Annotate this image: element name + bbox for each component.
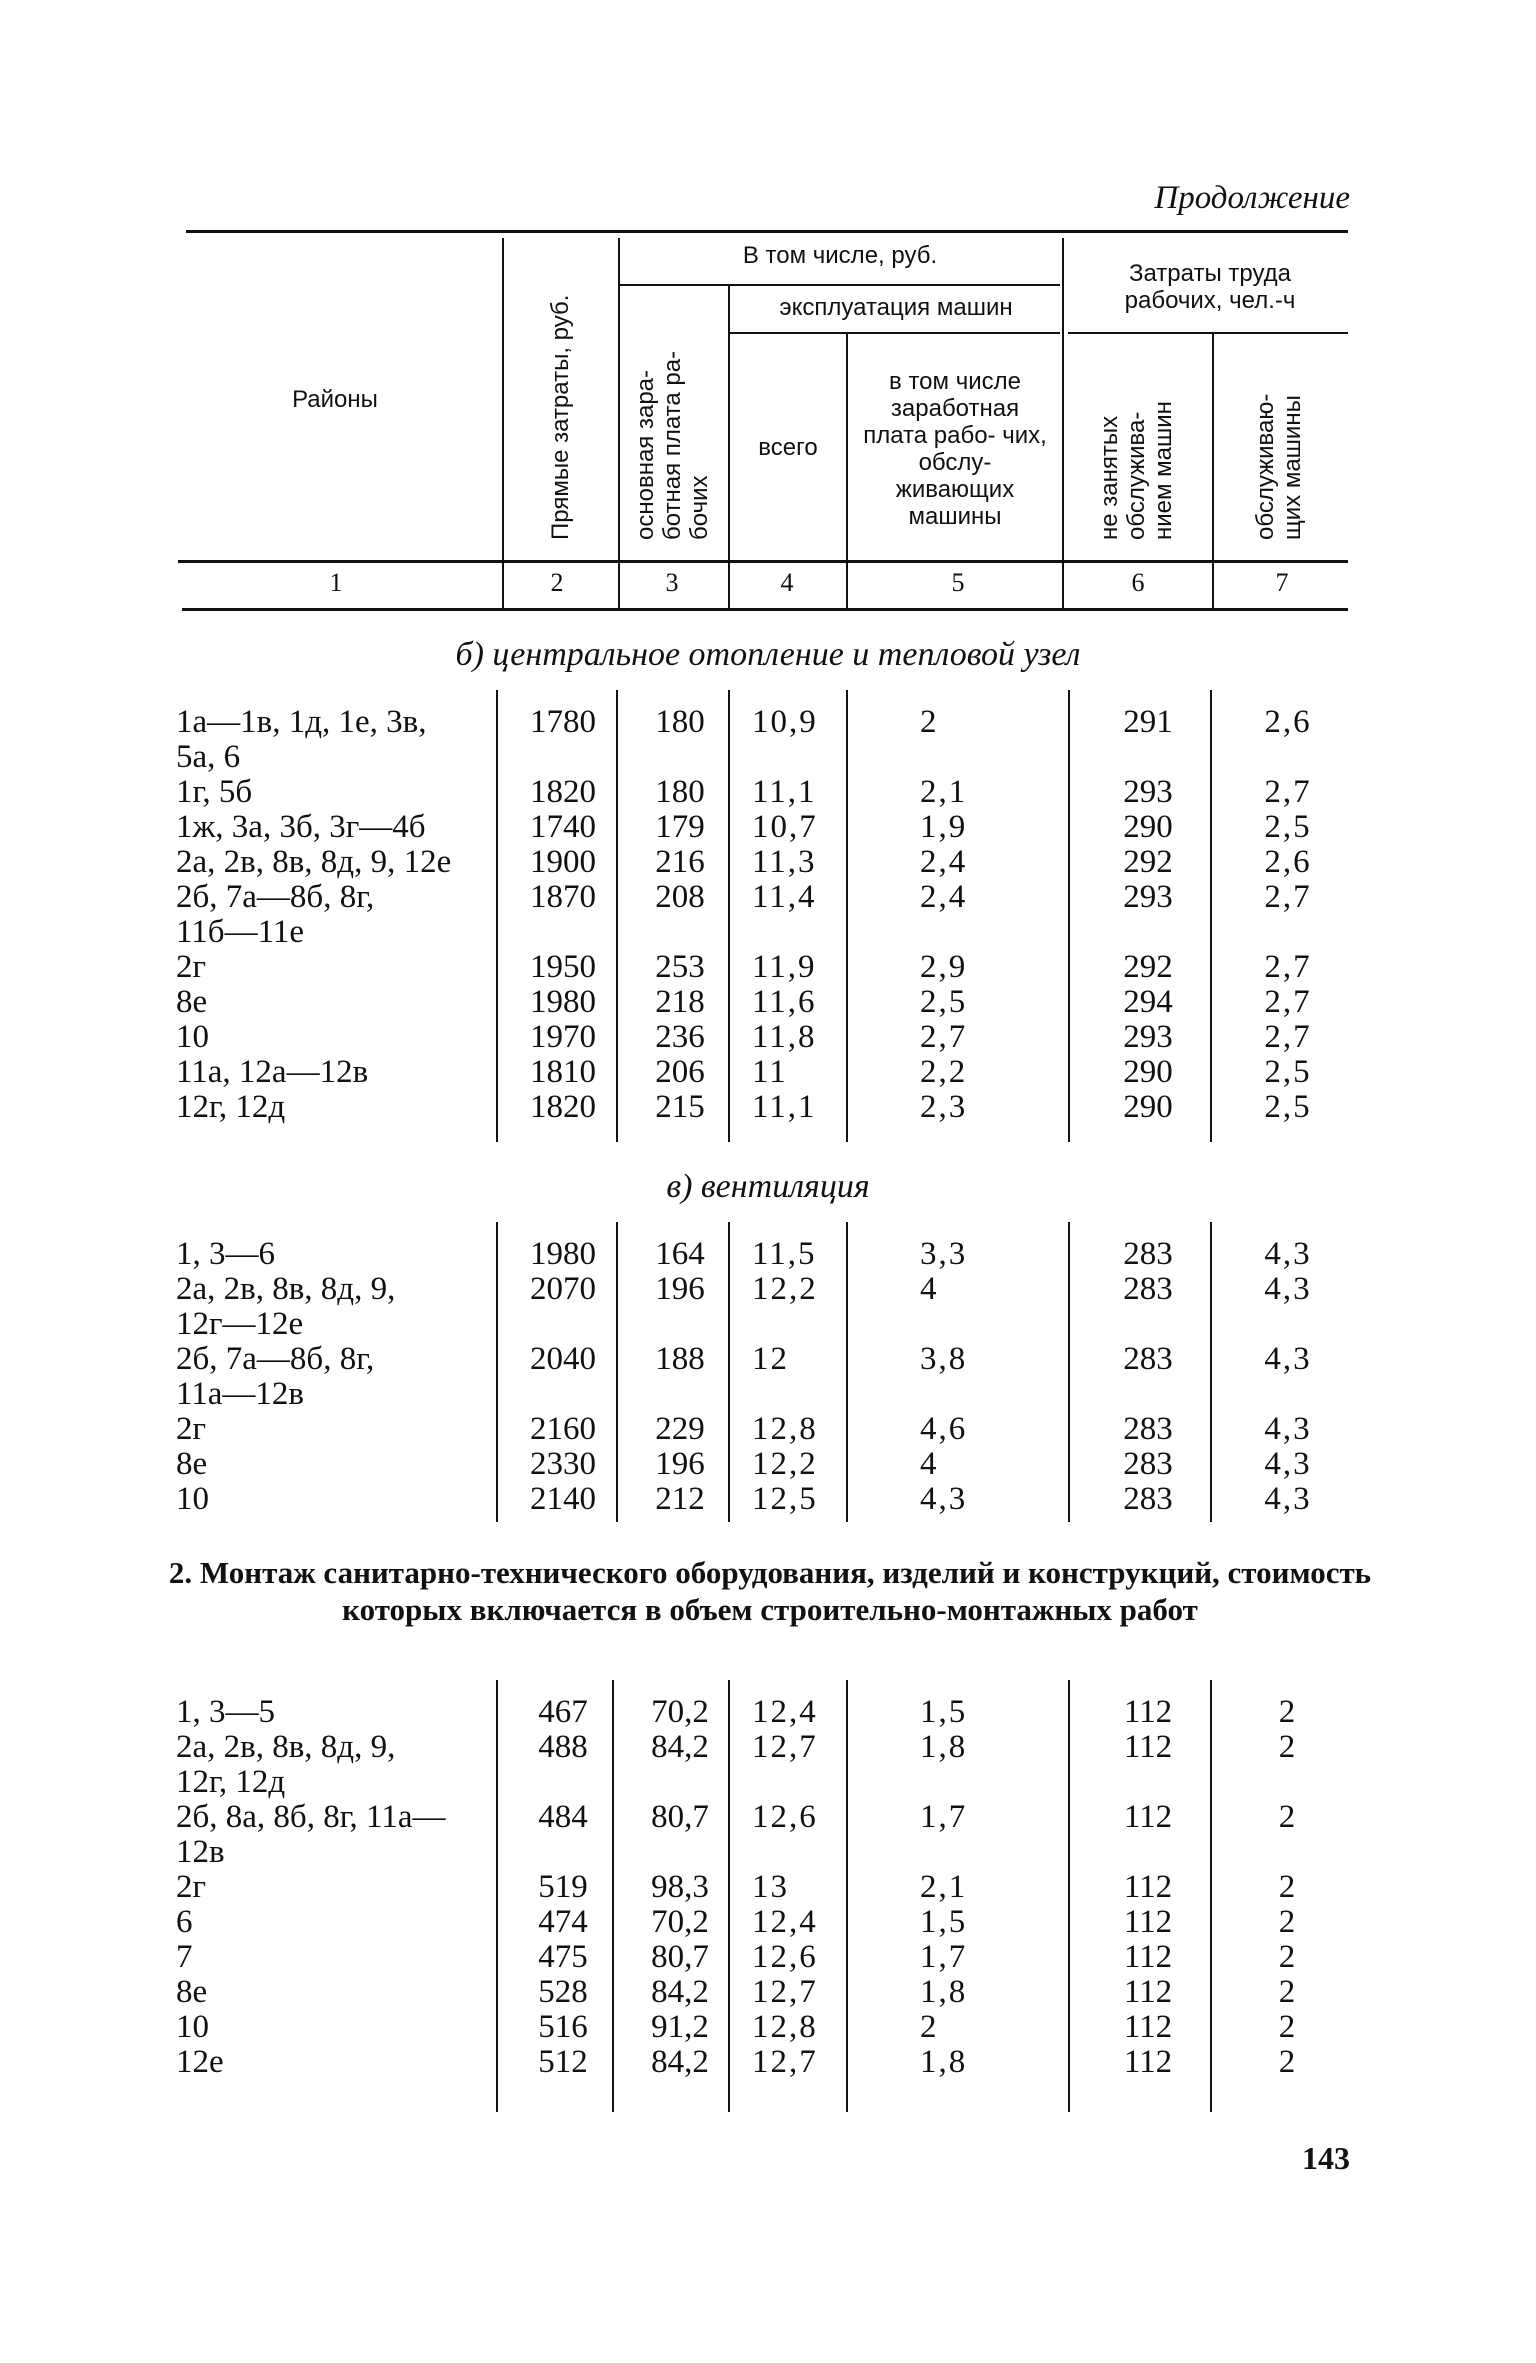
labor-not-busy-cell: 293	[1123, 879, 1173, 915]
machines-wages-cell: 4,6	[920, 1411, 968, 1447]
direct-cost-cell: 484	[538, 1799, 588, 1835]
direct-cost-cell: 1980	[530, 984, 596, 1020]
labor-serving-cell: 2,7	[1264, 774, 1312, 810]
labor-not-busy-cell: 294	[1123, 984, 1173, 1020]
group-header-machines: эксплуатация машин	[779, 294, 1013, 321]
wages-cell: 253	[655, 949, 705, 985]
header-divider	[1062, 238, 1064, 608]
direct-cost-cell: 1900	[530, 844, 596, 880]
machines-total-cell: 12,8	[752, 2009, 818, 2045]
group-labor-rule	[1068, 332, 1348, 334]
wages-cell: 84,2	[651, 1974, 709, 2010]
col-number: 6	[1131, 568, 1145, 597]
labor-not-busy-cell: 283	[1123, 1271, 1173, 1307]
wages-cell: 206	[655, 1054, 705, 1090]
direct-cost-cell: 2160	[530, 1411, 596, 1447]
machines-wages-cell: 2,1	[920, 1869, 968, 1905]
wages-cell: 91,2	[651, 2009, 709, 2045]
group-machines-rule	[730, 332, 1060, 334]
direct-cost-cell: 2330	[530, 1446, 596, 1482]
header-divider	[502, 238, 504, 608]
region-cell: 1ж, 3а, 3б, 3г—4б	[176, 809, 426, 845]
col-header-not-busy-3: нием машин	[1150, 401, 1177, 540]
wages-cell: 70,2	[651, 1694, 709, 1730]
labor-not-busy-cell: 293	[1123, 774, 1173, 810]
region-cell: 6	[176, 1904, 193, 1940]
col-header-not-busy-2: обслужива-	[1123, 411, 1150, 540]
region-cell: 1, 3—5	[176, 1694, 275, 1730]
table-2-divider	[1210, 1680, 1212, 2112]
header-bottom-rule	[178, 560, 1348, 563]
machines-total-cell: 12,4	[752, 1694, 818, 1730]
region-cell: 10	[176, 1481, 209, 1517]
wages-cell: 180	[655, 774, 705, 810]
wages-cell: 196	[655, 1271, 705, 1307]
col-header-incl-wages: в том числе заработная плата рабо- чих, обслу- живающих машины	[863, 368, 1047, 530]
table-b-divider	[1068, 690, 1070, 1142]
group-header-labor: Затраты труда рабочих, чел.-ч	[1124, 260, 1296, 314]
direct-cost-cell: 1870	[530, 879, 596, 915]
col-number: 7	[1275, 568, 1289, 597]
machines-wages-cell: 4	[920, 1271, 939, 1307]
machines-total-cell: 12,2	[752, 1271, 818, 1307]
direct-cost-cell: 1970	[530, 1019, 596, 1055]
machines-total-cell: 11,1	[752, 774, 817, 810]
labor-not-busy-cell: 290	[1123, 1089, 1173, 1125]
direct-cost-cell: 467	[538, 1694, 588, 1730]
header-top-rule	[186, 230, 1348, 233]
labor-serving-cell: 2,5	[1264, 1089, 1312, 1125]
header-divider	[846, 334, 848, 608]
region-cell: 2б, 8а, 8б, 8г, 11а—	[176, 1799, 446, 1835]
col-header-wages-1: основная зара-	[632, 369, 659, 540]
machines-total-cell: 12,8	[752, 1411, 818, 1447]
labor-serving-cell: 4,3	[1264, 1271, 1312, 1307]
direct-cost-cell: 1780	[530, 704, 596, 740]
labor-not-busy-cell: 283	[1123, 1341, 1173, 1377]
region-cell: 1г, 5б	[176, 774, 253, 810]
region-cell: 8е	[176, 1974, 208, 2010]
table-b-divider	[1210, 690, 1212, 1142]
machines-total-cell: 12,6	[752, 1939, 818, 1975]
wages-cell: 208	[655, 879, 705, 915]
machines-wages-cell: 3,3	[920, 1236, 968, 1272]
header-divider	[618, 238, 620, 608]
direct-cost-cell: 1810	[530, 1054, 596, 1090]
labor-not-busy-cell: 283	[1123, 1481, 1173, 1517]
machines-wages-cell: 2,1	[920, 774, 968, 810]
machines-wages-cell: 4	[920, 1446, 939, 1482]
machines-wages-cell: 2	[920, 704, 939, 740]
region-cell: 12е	[176, 2044, 224, 2080]
machines-total-cell: 11,5	[752, 1236, 817, 1272]
table-v-divider	[1210, 1222, 1212, 1522]
machines-wages-cell: 2,7	[920, 1019, 968, 1055]
machines-wages-cell: 2,4	[920, 844, 968, 880]
region-cell-continued: 11а—12в	[176, 1376, 305, 1412]
machines-wages-cell: 1,8	[920, 1974, 968, 2010]
direct-cost-cell: 512	[538, 2044, 588, 2080]
machines-wages-cell: 2	[920, 2009, 939, 2045]
labor-serving-cell: 2	[1278, 1694, 1298, 1730]
wages-cell: 179	[655, 809, 705, 845]
direct-cost-cell: 516	[538, 2009, 588, 2045]
region-cell: 2а, 2в, 8в, 8д, 9,	[176, 1271, 396, 1307]
machines-total-cell: 13	[752, 1869, 789, 1905]
labor-not-busy-cell: 290	[1123, 1054, 1173, 1090]
direct-cost-cell: 474	[538, 1904, 588, 1940]
direct-cost-cell: 2140	[530, 1481, 596, 1517]
machines-wages-cell: 1,7	[920, 1939, 968, 1975]
machines-total-cell: 11,3	[752, 844, 817, 880]
direct-cost-cell: 1820	[530, 774, 596, 810]
region-cell: 2г	[176, 949, 207, 985]
labor-not-busy-cell: 112	[1123, 1904, 1173, 1940]
machines-wages-cell: 2,5	[920, 984, 968, 1020]
region-cell-continued: 12г—12е	[176, 1306, 304, 1342]
labor-serving-cell: 4,3	[1264, 1411, 1312, 1447]
labor-not-busy-cell: 283	[1123, 1411, 1173, 1447]
labor-serving-cell: 2,5	[1264, 809, 1312, 845]
machines-total-cell: 10,7	[752, 809, 818, 845]
region-cell: 1, 3—6	[176, 1236, 275, 1272]
machines-total-cell: 11,9	[752, 949, 817, 985]
labor-not-busy-cell: 112	[1123, 2044, 1173, 2080]
region-cell: 2а, 2в, 8в, 8д, 9,	[176, 1729, 396, 1765]
direct-cost-cell: 475	[538, 1939, 588, 1975]
wages-cell: 188	[655, 1341, 705, 1377]
table-2-divider	[496, 1680, 498, 2112]
table-b-divider	[496, 690, 498, 1142]
table-v-divider	[616, 1222, 618, 1522]
section-title-b: б) центральное отопление и тепловой узел	[455, 636, 1081, 673]
labor-not-busy-cell: 291	[1123, 704, 1173, 740]
labor-serving-cell: 2	[1278, 1799, 1298, 1835]
header-divider	[1212, 334, 1214, 608]
machines-wages-cell: 3,8	[920, 1341, 968, 1377]
machines-total-cell: 12,5	[752, 1481, 818, 1517]
labor-not-busy-cell: 283	[1123, 1236, 1173, 1272]
labor-not-busy-cell: 293	[1123, 1019, 1173, 1055]
machines-wages-cell: 1,9	[920, 809, 968, 845]
labor-not-busy-cell: 112	[1123, 1729, 1173, 1765]
region-cell: 12г, 12д	[176, 1089, 286, 1125]
labor-not-busy-cell: 112	[1123, 1694, 1173, 1730]
table-v-divider	[1068, 1222, 1070, 1522]
region-cell: 2б, 7а—8б, 8г,	[176, 1341, 375, 1377]
machines-wages-cell: 2,2	[920, 1054, 968, 1090]
col-header-serving-1: обслуживаю-	[1252, 393, 1279, 540]
labor-serving-cell: 2	[1278, 2009, 1298, 2045]
direct-cost-cell: 488	[538, 1729, 588, 1765]
table-2-divider	[728, 1680, 730, 2112]
wages-cell: 80,7	[651, 1939, 709, 1975]
machines-total-cell: 12,4	[752, 1904, 818, 1940]
group-header-incl: В том числе, руб.	[742, 242, 938, 269]
wages-cell: 196	[655, 1446, 705, 1482]
col-header-serving-2: щих машины	[1279, 395, 1306, 540]
labor-not-busy-cell: 112	[1123, 1939, 1173, 1975]
page-number: 143	[1302, 2140, 1350, 2176]
col-number: 1	[329, 568, 343, 597]
labor-serving-cell: 2	[1278, 1974, 1298, 2010]
machines-total-cell: 12,2	[752, 1446, 818, 1482]
section-title-v: в) вентиляция	[666, 1168, 870, 1205]
direct-cost-cell: 2070	[530, 1271, 596, 1307]
direct-cost-cell: 519	[538, 1869, 588, 1905]
labor-not-busy-cell: 112	[1123, 2009, 1173, 2045]
wages-cell: 80,7	[651, 1799, 709, 1835]
col-header-region: Районы	[292, 386, 378, 413]
labor-serving-cell: 2	[1278, 1904, 1298, 1940]
labor-serving-cell: 2,6	[1264, 844, 1312, 880]
wages-cell: 236	[655, 1019, 705, 1055]
colnum-bottom-rule	[182, 608, 1348, 611]
machines-wages-cell: 1,7	[920, 1799, 968, 1835]
labor-serving-cell: 2	[1278, 1939, 1298, 1975]
machines-wages-cell: 2,9	[920, 949, 968, 985]
labor-serving-cell: 2,6	[1264, 704, 1312, 740]
labor-serving-cell: 2,7	[1264, 1019, 1312, 1055]
machines-wages-cell: 1,8	[920, 2044, 968, 2080]
labor-not-busy-cell: 292	[1123, 844, 1173, 880]
table-v-divider	[496, 1222, 498, 1522]
col-header-direct: Прямые затраты, руб.	[547, 294, 574, 540]
col-number: 4	[780, 568, 794, 597]
direct-cost-cell: 1980	[530, 1236, 596, 1272]
machines-total-cell: 11,8	[752, 1019, 817, 1055]
labor-not-busy-cell: 112	[1123, 1799, 1173, 1835]
labor-serving-cell: 4,3	[1264, 1341, 1312, 1377]
region-cell-continued: 5а, 6	[176, 739, 241, 775]
machines-wages-cell: 2,3	[920, 1089, 968, 1125]
wages-cell: 216	[655, 844, 705, 880]
labor-serving-cell: 4,3	[1264, 1236, 1312, 1272]
region-cell-continued: 12г, 12д	[176, 1764, 286, 1800]
wages-cell: 215	[655, 1089, 705, 1125]
col-header-not-busy-1: не занятых	[1096, 415, 1123, 540]
labor-serving-cell: 4,3	[1264, 1446, 1312, 1482]
group-incl-rule	[620, 284, 1060, 286]
region-cell-continued: 12в	[176, 1834, 225, 1870]
section-title-2: 2. Монтаж санитарно-технического оборудования, изделий и конструкций, стоимость которых включается в объем строительно-монтажных работ	[168, 1555, 1372, 1627]
machines-total-cell: 12,7	[752, 1729, 818, 1765]
region-cell: 10	[176, 1019, 209, 1055]
labor-serving-cell: 2,7	[1264, 949, 1312, 985]
machines-wages-cell: 4,3	[920, 1481, 968, 1517]
wages-cell: 84,2	[651, 1729, 709, 1765]
wages-cell: 164	[655, 1236, 705, 1272]
labor-not-busy-cell: 112	[1123, 1974, 1173, 2010]
col-number: 5	[951, 568, 965, 597]
wages-cell: 212	[655, 1481, 705, 1517]
labor-serving-cell: 2	[1278, 2044, 1298, 2080]
col-header-total: всего	[758, 434, 818, 461]
labor-not-busy-cell: 283	[1123, 1446, 1173, 1482]
machines-total-cell: 12,6	[752, 1799, 818, 1835]
direct-cost-cell: 1950	[530, 949, 596, 985]
header-divider	[728, 286, 730, 608]
machines-total-cell: 12	[752, 1341, 789, 1377]
wages-cell: 84,2	[651, 2044, 709, 2080]
col-header-wages-3: бочих	[686, 475, 713, 540]
direct-cost-cell: 1820	[530, 1089, 596, 1125]
machines-total-cell: 11,6	[752, 984, 817, 1020]
machines-total-cell: 11	[752, 1054, 788, 1090]
region-cell: 8е	[176, 984, 208, 1020]
col-number: 3	[665, 568, 679, 597]
labor-serving-cell: 2	[1278, 1729, 1298, 1765]
machines-total-cell: 11,4	[752, 879, 817, 915]
wages-cell: 229	[655, 1411, 705, 1447]
region-cell: 10	[176, 2009, 209, 2045]
labor-not-busy-cell: 290	[1123, 809, 1173, 845]
col-number: 2	[550, 568, 564, 597]
table-b-divider	[616, 690, 618, 1142]
direct-cost-cell: 528	[538, 1974, 588, 2010]
labor-serving-cell: 2,7	[1264, 879, 1312, 915]
labor-serving-cell: 2	[1278, 1869, 1298, 1905]
region-cell: 1а—1в, 1д, 1е, 3в,	[176, 704, 427, 740]
region-cell-continued: 11б—11е	[176, 914, 304, 950]
table-2-divider	[612, 1680, 614, 2112]
machines-total-cell: 11,1	[752, 1089, 817, 1125]
wages-cell: 70,2	[651, 1904, 709, 1940]
region-cell: 2а, 2в, 8в, 8д, 9, 12е	[176, 844, 452, 880]
region-cell: 7	[176, 1939, 193, 1975]
region-cell: 2г	[176, 1869, 207, 1905]
table-v-divider	[728, 1222, 730, 1522]
labor-serving-cell: 2,5	[1264, 1054, 1312, 1090]
labor-not-busy-cell: 112	[1123, 1869, 1173, 1905]
direct-cost-cell: 1740	[530, 809, 596, 845]
region-cell: 2г	[176, 1411, 207, 1447]
continuation-label: Продолжение	[1154, 180, 1350, 216]
machines-total-cell: 12,7	[752, 1974, 818, 2010]
region-cell: 8е	[176, 1446, 208, 1482]
machines-wages-cell: 1,8	[920, 1729, 968, 1765]
labor-serving-cell: 2,7	[1264, 984, 1312, 1020]
table-b-divider	[728, 690, 730, 1142]
region-cell: 2б, 7а—8б, 8г,	[176, 879, 375, 915]
wages-cell: 218	[655, 984, 705, 1020]
region-cell: 11а, 12а—12в	[176, 1054, 369, 1090]
direct-cost-cell: 2040	[530, 1341, 596, 1377]
machines-wages-cell: 2,4	[920, 879, 968, 915]
machines-wages-cell: 1,5	[920, 1904, 968, 1940]
machines-wages-cell: 1,5	[920, 1694, 968, 1730]
labor-not-busy-cell: 292	[1123, 949, 1173, 985]
wages-cell: 180	[655, 704, 705, 740]
labor-serving-cell: 4,3	[1264, 1481, 1312, 1517]
machines-total-cell: 12,7	[752, 2044, 818, 2080]
table-2-divider	[1068, 1680, 1070, 2112]
col-header-wages-2: ботная плата ра-	[659, 350, 686, 540]
machines-total-cell: 10,9	[752, 704, 818, 740]
wages-cell: 98,3	[651, 1869, 709, 1905]
